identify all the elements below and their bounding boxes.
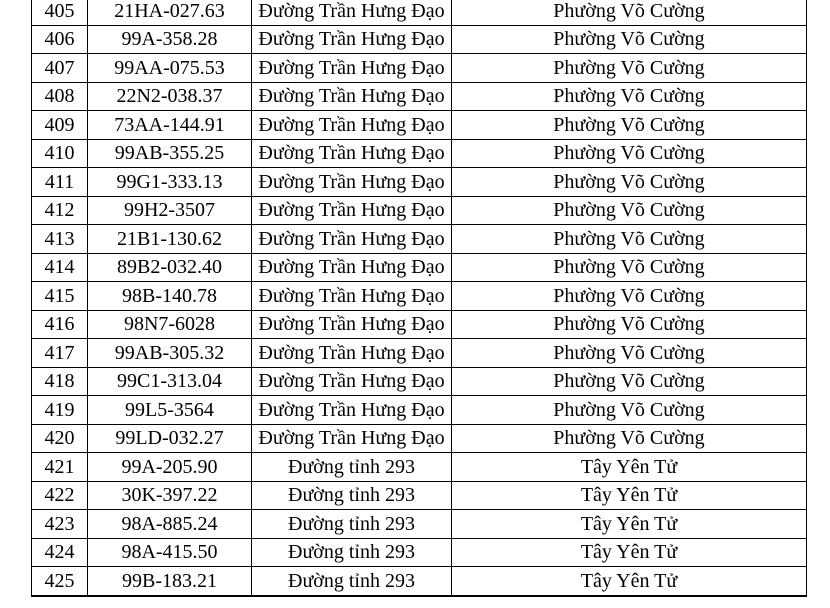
table-row [32, 538, 807, 567]
license-plate: 98N7-6028 [88, 310, 252, 339]
row-number: 416 [32, 310, 88, 339]
license-plate: 99A-358.28 [88, 25, 252, 54]
row-number: 413 [32, 225, 88, 254]
road-name: Đường tỉnh 293 [252, 538, 452, 567]
row-number: 424 [32, 538, 88, 567]
license-plate: 22N2-038.37 [88, 82, 252, 111]
table-row [32, 139, 807, 168]
row-number: 422 [32, 481, 88, 510]
road-name: Đường Trần Hưng Đạo [252, 253, 452, 282]
row-number: 405 [32, 0, 88, 25]
license-plate: 99A-205.90 [88, 453, 252, 482]
table-row [32, 339, 807, 368]
road-name: Đường Trần Hưng Đạo [252, 396, 452, 425]
ward-name: Phường Võ Cường [452, 111, 807, 140]
road-name: Đường tỉnh 293 [252, 510, 452, 539]
table-row [32, 282, 807, 311]
ward-name: Phường Võ Cường [452, 25, 807, 54]
road-name: Đường Trần Hưng Đạo [252, 310, 452, 339]
license-plate: 98A-415.50 [88, 538, 252, 567]
road-name: Đường tỉnh 293 [252, 567, 452, 596]
table-row [32, 54, 807, 83]
row-number: 415 [32, 282, 88, 311]
road-name: Đường Trần Hưng Đạo [252, 168, 452, 197]
row-number: 411 [32, 168, 88, 197]
row-number: 418 [32, 367, 88, 396]
ward-name: Tây Yên Tử [452, 510, 807, 539]
row-number: 412 [32, 196, 88, 225]
table-row [32, 424, 807, 453]
ward-name: Phường Võ Cường [452, 196, 807, 225]
table-row [32, 0, 807, 25]
table-row [32, 396, 807, 425]
road-name: Đường Trần Hưng Đạo [252, 225, 452, 254]
ward-name: Phường Võ Cường [452, 253, 807, 282]
ward-name: Phường Võ Cường [452, 424, 807, 453]
license-plate: 30K-397.22 [88, 481, 252, 510]
ward-name: Phường Võ Cường [452, 82, 807, 111]
table-row [32, 168, 807, 197]
row-number: 421 [32, 453, 88, 482]
ward-name: Tây Yên Tử [452, 567, 807, 596]
road-name: Đường tỉnh 293 [252, 453, 452, 482]
table-row [32, 310, 807, 339]
road-name: Đường Trần Hưng Đạo [252, 424, 452, 453]
license-plate: 99B-183.21 [88, 567, 252, 596]
row-number: 419 [32, 396, 88, 425]
ward-name: Phường Võ Cường [452, 339, 807, 368]
table-row [32, 82, 807, 111]
row-number: 425 [32, 567, 88, 596]
ward-name: Tây Yên Tử [452, 453, 807, 482]
table-row [32, 253, 807, 282]
table-row [32, 367, 807, 396]
road-name: Đường Trần Hưng Đạo [252, 339, 452, 368]
row-number: 406 [32, 25, 88, 54]
ward-name: Phường Võ Cường [452, 139, 807, 168]
license-plate: 99AB-355.25 [88, 139, 252, 168]
table-row [32, 225, 807, 254]
ward-name: Phường Võ Cường [452, 0, 807, 25]
table-row [32, 567, 807, 596]
row-number: 408 [32, 82, 88, 111]
license-plate: 99AB-305.32 [88, 339, 252, 368]
ward-name: Tây Yên Tử [452, 538, 807, 567]
ward-name: Phường Võ Cường [452, 54, 807, 83]
row-number: 414 [32, 253, 88, 282]
ward-name: Tây Yên Tử [452, 481, 807, 510]
license-plate: 98B-140.78 [88, 282, 252, 311]
license-plate: 21HA-027.63 [88, 0, 252, 25]
license-plate: 99G1-333.13 [88, 168, 252, 197]
license-plate: 99C1-313.04 [88, 367, 252, 396]
road-name: Đường Trần Hưng Đạo [252, 196, 452, 225]
road-name: Đường Trần Hưng Đạo [252, 111, 452, 140]
table-row [32, 196, 807, 225]
license-plate: 98A-885.24 [88, 510, 252, 539]
road-name: Đường Trần Hưng Đạo [252, 25, 452, 54]
row-number: 409 [32, 111, 88, 140]
row-number: 410 [32, 139, 88, 168]
table-row [32, 111, 807, 140]
table-row [32, 453, 807, 482]
row-number: 423 [32, 510, 88, 539]
ward-name: Phường Võ Cường [452, 282, 807, 311]
table-row [32, 510, 807, 539]
license-plate: 99LD-032.27 [88, 424, 252, 453]
ward-name: Phường Võ Cường [452, 310, 807, 339]
road-name: Đường Trần Hưng Đạo [252, 82, 452, 111]
road-name: Đường tỉnh 293 [252, 481, 452, 510]
row-number: 407 [32, 54, 88, 83]
ward-name: Phường Võ Cường [452, 367, 807, 396]
license-plate: 99H2-3507 [88, 196, 252, 225]
table-row [32, 25, 807, 54]
table-body [32, 0, 807, 596]
license-plate: 89B2-032.40 [88, 253, 252, 282]
road-name: Đường Trần Hưng Đạo [252, 282, 452, 311]
road-name: Đường Trần Hưng Đạo [252, 139, 452, 168]
license-plate: 99L5-3564 [88, 396, 252, 425]
road-name: Đường Trần Hưng Đạo [252, 0, 452, 25]
table-row [32, 481, 807, 510]
row-number: 420 [32, 424, 88, 453]
row-number: 417 [32, 339, 88, 368]
ward-name: Phường Võ Cường [452, 168, 807, 197]
license-plate: 99AA-075.53 [88, 54, 252, 83]
license-plate: 21B1-130.62 [88, 225, 252, 254]
ward-name: Phường Võ Cường [452, 396, 807, 425]
vehicle-table [31, 0, 807, 597]
ward-name: Phường Võ Cường [452, 225, 807, 254]
license-plate: 73AA-144.91 [88, 111, 252, 140]
road-name: Đường Trần Hưng Đạo [252, 54, 452, 83]
road-name: Đường Trần Hưng Đạo [252, 367, 452, 396]
